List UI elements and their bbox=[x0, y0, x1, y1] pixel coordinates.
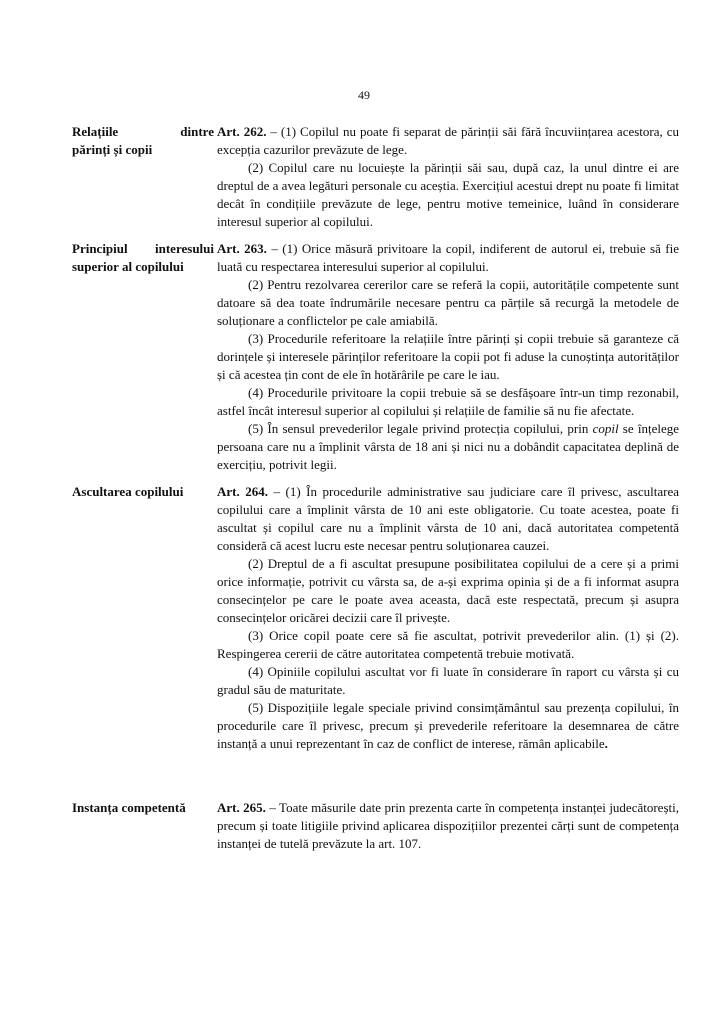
paragraph: (2) Pentru rezolvarea cererilor care se referă la copii, autoritățile competente sunt datoare să dea toate îndrumările necesare pentru ca părțile să recurgă la metodele de soluționare a conflictelor pe cale amiabilă. bbox=[217, 277, 679, 328]
bold-period: . bbox=[604, 736, 608, 751]
side-heading bbox=[72, 123, 214, 159]
article-number: Art. 265. bbox=[217, 800, 266, 815]
paragraph bbox=[217, 123, 679, 159]
article-number: Art. 264. bbox=[217, 484, 268, 499]
paragraph: (2) Copilul care nu locuiește la părinții săi sau, după caz, la unul dintre ei are dreptul de a avea legături personale cu aceștia. Exercițiul acestui drept nu poate fi limitat decât în condițiile prevăzute de lege, pentru motive temeinice, luând în considerare interesul superior al copilului. bbox=[217, 160, 679, 229]
paragraph: (4) Procedurile privitoare la copii trebuie să se desfășoare într-un timp rezonabil, astfel încât interesul superior al copilului și relațiile de familie să nu fie afectate. bbox=[217, 385, 679, 418]
page-number: 49 bbox=[358, 88, 370, 102]
article-body bbox=[217, 240, 679, 474]
paragraph-text: (5) În sensul prevederilor legale privind protecția copilului, prin bbox=[248, 421, 593, 436]
side-heading-line: Ascultarea copilului bbox=[72, 484, 184, 499]
paragraph bbox=[217, 483, 679, 555]
side-heading-line: Relațiile dintre bbox=[72, 124, 214, 139]
article-body bbox=[217, 123, 679, 231]
article-number: Art. 263. bbox=[217, 241, 267, 256]
side-heading bbox=[72, 483, 214, 501]
italic-term: copil bbox=[592, 421, 619, 436]
side-heading bbox=[72, 799, 214, 817]
side-heading-line: Instanța competentă bbox=[72, 800, 186, 815]
paragraph-text: se înțelege persoana care nu a împlinit vârsta de 18 ani și nici nu a dobândit capacitatea deplină de exercițiu, potrivit legii. bbox=[217, 421, 679, 472]
paragraph: (3) Procedurile referitoare la relațiile între părinți și copii trebuie să garanteze că dorințele și interesele părinților referitoare la copii pot fi aduse la cunoștința autorităților și că acestea țin cont de ele în hotărârile pe care le iau. bbox=[217, 331, 679, 382]
paragraph-text: – (1) Copilul nu poate fi separat de părinții săi fără încuviințarea acestora, cu excepția cazurilor prevăzute de lege. bbox=[217, 124, 679, 157]
paragraph-text: – (1) Orice măsură privitoare la copil, indiferent de autorul ei, trebuie să fie luată cu respectarea interesului superior al copilului. bbox=[217, 241, 679, 274]
paragraph: (3) Orice copil poate cere să fie ascultat, potrivit prevederilor alin. (1) și (2). Respingerea cererii de către autoritatea competentă trebuie motivată. bbox=[217, 628, 679, 661]
paragraph: (2) Dreptul de a fi ascultat presupune posibilitatea copilului de a cere și a primi orice informație, potrivit cu vârsta sa, de a-și exprima opinia și de a fi informat asupra consecințelor pe care le poate avea aceasta, dacă este respectată, precum și asupra consecințelor oricărei decizii care îl privește. bbox=[217, 556, 679, 625]
paragraph-text: – Toate măsurile date prin prezenta carte în competența instanței judecătorești, precum și toate litigiile privind aplicarea dispozițiilor prezentei cărți sunt de competența instanței de tutelă prevăzute la art. 107. bbox=[217, 800, 679, 851]
article-body bbox=[217, 799, 679, 853]
paragraph-text: – (1) În procedurile administrative sau judiciare care îl privesc, ascultarea copilului care a împlinit vârsta de 10 ani este obligatorie. Cu toate acestea, poate fi ascultat și copilul care nu a împlinit vârsta de 10 ani, dacă autoritatea competentă consideră că acest lucru este necesar pentru soluționarea cauzei. bbox=[217, 484, 679, 553]
paragraph bbox=[217, 420, 679, 474]
paragraph-text: (5) Dispozițiile legale speciale privind consimțământul sau prezența copilului, în procedurile care îl privesc, precum și prevederile referitoare la desemnarea de către instanță a unui reprezentant în caz de conflict de interese, rămân aplicabile bbox=[217, 700, 679, 751]
side-heading bbox=[72, 240, 214, 276]
side-heading-line: Principiul interesului bbox=[72, 241, 214, 256]
paragraph: (4) Opiniile copilului ascultat vor fi luate în considerare în raport cu vârsta și cu gradul său de maturitate. bbox=[217, 664, 679, 697]
side-heading-line: superior al copilului bbox=[72, 259, 184, 274]
side-heading-line: părinți și copii bbox=[72, 142, 153, 157]
paragraph bbox=[217, 240, 679, 276]
paragraph bbox=[217, 699, 679, 753]
article-number: Art. 262. bbox=[217, 124, 267, 139]
article-body bbox=[217, 483, 679, 753]
paragraph bbox=[217, 799, 679, 853]
